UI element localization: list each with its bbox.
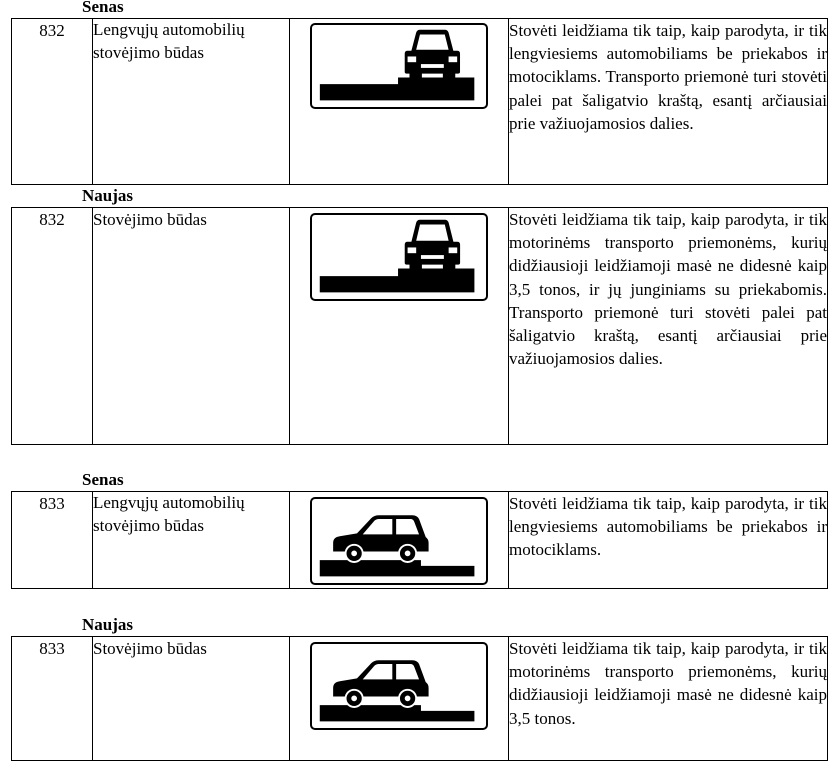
sign-name: Lengvųjų automobilių stovėjimo būdas bbox=[93, 492, 290, 589]
car-front-on-sidewalk-sign-icon bbox=[310, 213, 488, 301]
sign-table-old-832 bbox=[11, 18, 828, 185]
sign-image-cell bbox=[290, 637, 509, 761]
sign-image-cell bbox=[290, 19, 509, 185]
sign-number: 833 bbox=[12, 637, 93, 761]
section-heading-new-833: Naujas bbox=[82, 615, 134, 634]
car-side-on-road-sign-icon bbox=[310, 497, 488, 585]
section-heading-old-832: Senas bbox=[82, 0, 124, 16]
sign-name: Stovėjimo būdas bbox=[93, 637, 290, 761]
car-front-on-sidewalk-sign-icon bbox=[310, 23, 488, 109]
sign-image-cell bbox=[290, 492, 509, 589]
table-row bbox=[12, 637, 828, 761]
section-heading-old-833: Senas bbox=[82, 470, 124, 489]
sign-table-new-832 bbox=[11, 207, 828, 445]
sign-description: Stovėti leidžiama tik taip, kaip parodyta, ir tik motorinėms transporto priemonėms, kurių didžiausioji leidžiamoji masė ne didesnė kaip 3,5 tonos, ir jų junginiams su priekabomis. Transporto priemonė turi stovėti palei pat šaligatvio kraštą, esantį arčiausiai prie važiuojamosios dalies. bbox=[509, 208, 828, 445]
sign-table-new-833 bbox=[11, 636, 828, 761]
sign-description: Stovėti leidžiama tik taip, kaip parodyta, ir tik motorinėms transporto priemonėms, kurių didžiausioji leidžiamoji masė ne didesnė kaip 3,5 tonos. bbox=[509, 637, 828, 761]
sign-number: 832 bbox=[12, 19, 93, 185]
sign-description: Stovėti leidžiama tik taip, kaip parodyta, ir tik lengviesiems automobiliams be priekabos ir motociklams. bbox=[509, 492, 828, 589]
sign-description: Stovėti leidžiama tik taip, kaip parodyta, ir tik lengviesiems automobiliams be priekabos ir motociklams. Transporto priemonė turi stovėti palei pat šaligatvio kraštą, esantį arčiausiai prie važiuojamosios dalies. bbox=[509, 19, 828, 185]
sign-table-old-833 bbox=[11, 491, 828, 589]
sign-name: Stovėjimo būdas bbox=[93, 208, 290, 445]
car-side-on-road-sign-icon bbox=[310, 642, 488, 730]
sign-name: Lengvųjų automobilių stovėjimo būdas bbox=[93, 19, 290, 185]
sign-number: 833 bbox=[12, 492, 93, 589]
table-row bbox=[12, 208, 828, 445]
section-heading-new-832: Naujas bbox=[82, 186, 134, 205]
sign-image-cell bbox=[290, 208, 509, 445]
table-row bbox=[12, 19, 828, 185]
sign-number: 832 bbox=[12, 208, 93, 445]
table-row bbox=[12, 492, 828, 589]
